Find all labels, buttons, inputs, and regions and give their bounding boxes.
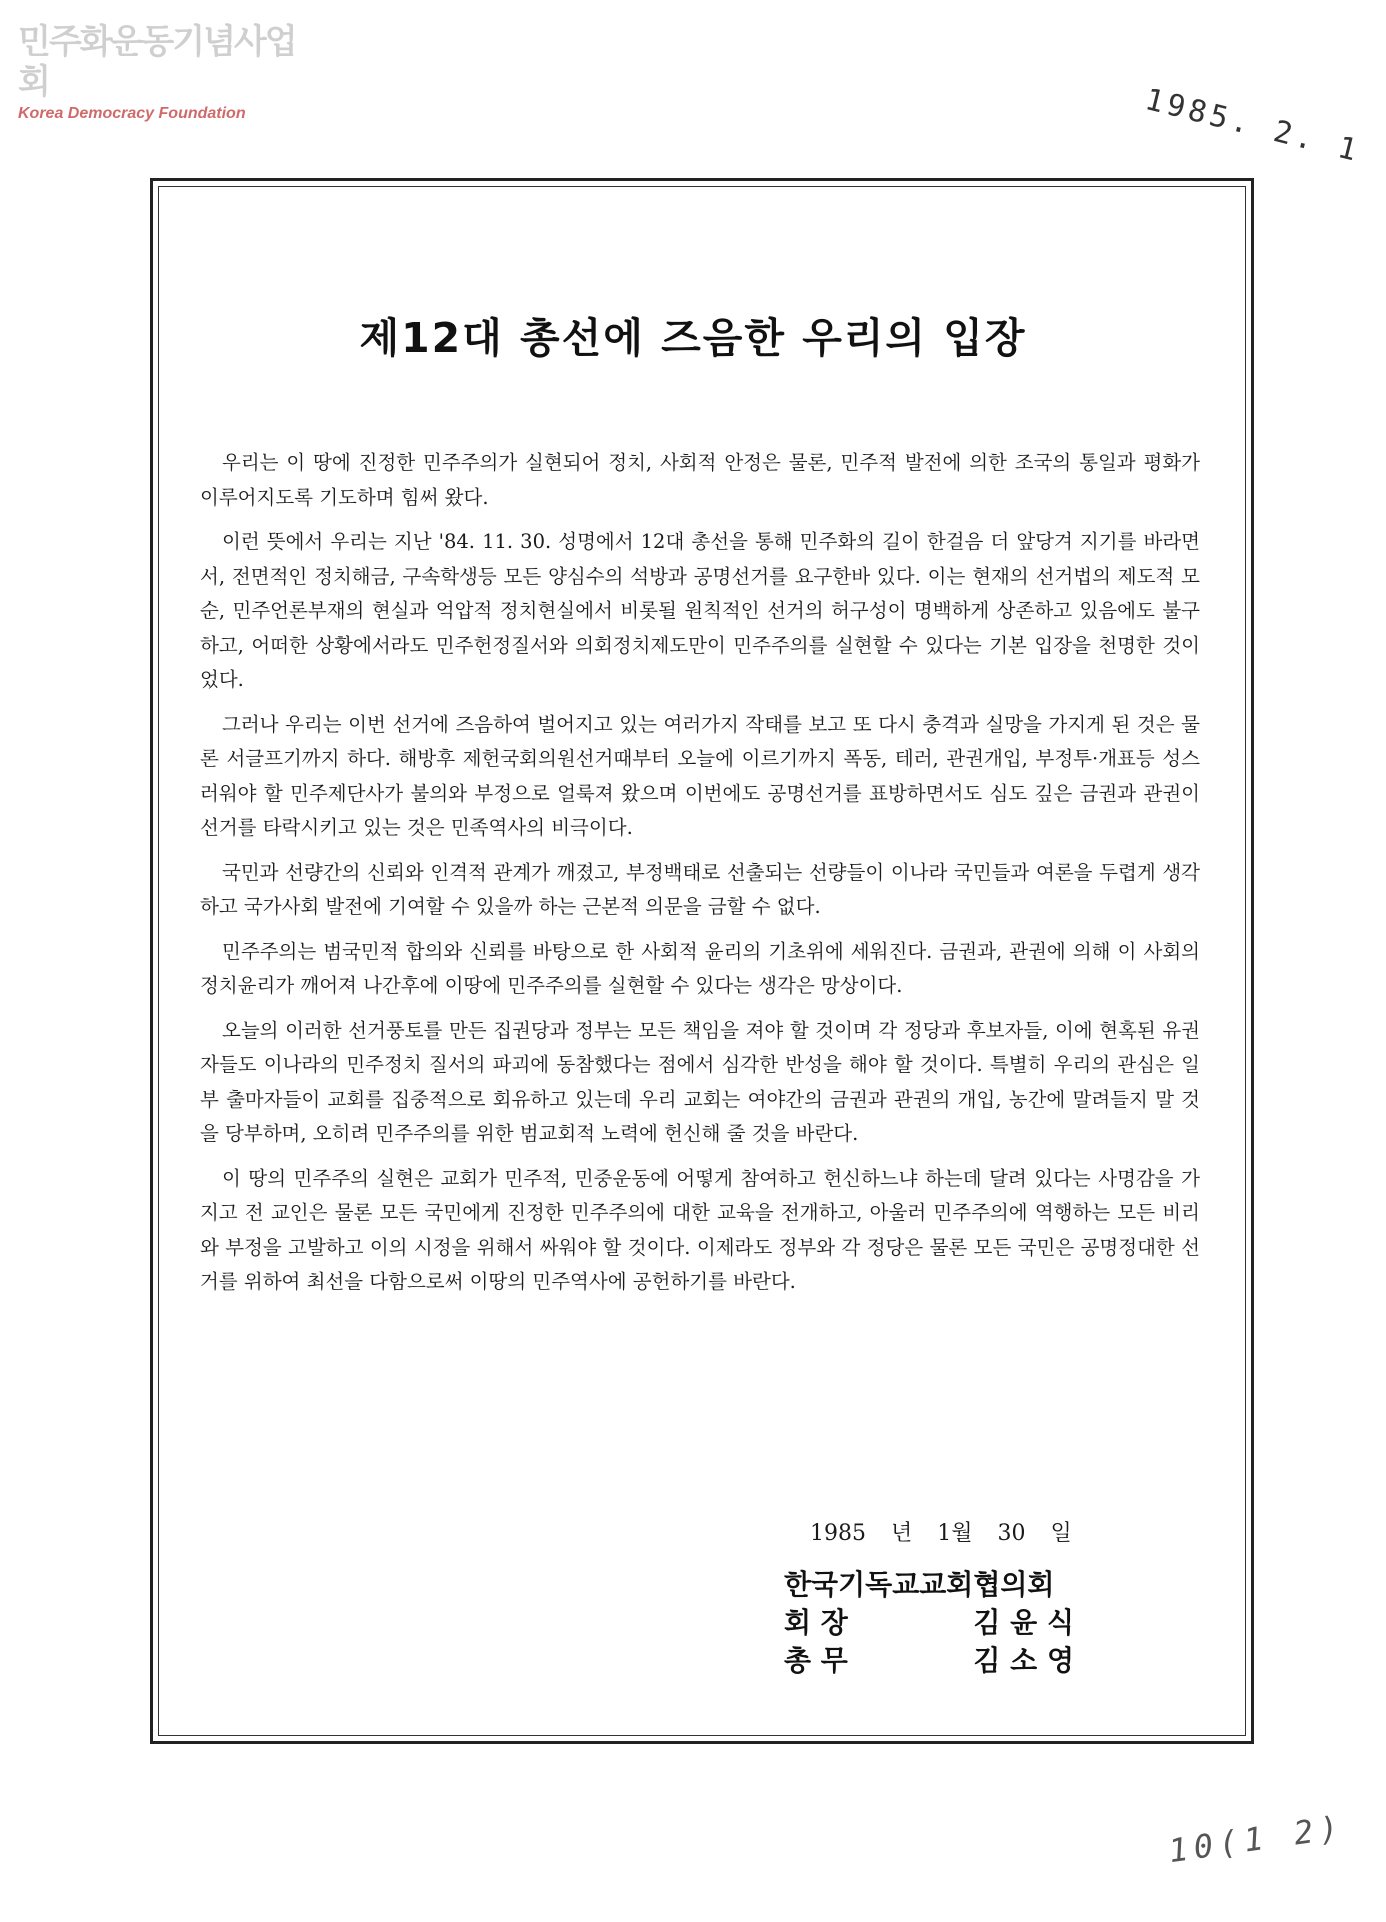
secretary-title: 총 무 xyxy=(784,1644,848,1677)
paragraph: 그러나 우리는 이번 선거에 즈음하여 벌어지고 있는 여러가지 작태를 보고 또 다시 충격과 실망을 가지게 된 것은 물론 서글프기까지 하다. 해방후 제헌국회의원선거때부터 오늘에 이르기까지 폭동, 테러, 관권개입, 부정투·개표등 성스러워야 할 민주제단사가 불의와 부정으로 얼룩져 왔으며 이번에도 공명선거를 표방하면서도 심도 깊은 금권과 관권이 선거를 타락시키고 있는 것은 민족역사의 비극이다. xyxy=(200,712,1200,839)
paragraph: 민주주의는 범국민적 합의와 신뢰를 바탕으로 한 사회적 윤리의 기초위에 세워진다. 금권과, 관권에 의해 이 사회의 정치윤리가 깨어져 나간후에 이땅에 민주주의를 실현할 수 있다는 생각은 망상이다. xyxy=(200,939,1200,997)
handwritten-page-number: 10(1 2) xyxy=(1166,1807,1347,1871)
signature-block xyxy=(784,1566,1074,1680)
watermark xyxy=(18,22,308,124)
signature-chairman xyxy=(784,1604,1074,1642)
paragraph: 이 땅의 민주주의 실현은 교회가 민주적, 민중운동에 어떻게 참여하고 헌신하느냐 하는데 달려 있다는 사명감을 가지고 전 교인은 물론 모든 국민에게 진정한 민주주의에 대한 교육을 전개하고, 아울러 민주주의에 역행하는 모든 비리와 부정을 고발하고 이의 시정을 위해서 싸워야 할 것이다. 이제라도 정부와 각 정당은 물론 모든 국민은 공명정대한 선거를 위하여 최선을 다함으로써 이땅의 민주역사에 공헌하기를 바란다. xyxy=(200,1166,1200,1293)
paragraph: 이런 뜻에서 우리는 지난 '84. 11. 30. 성명에서 12대 총선을 통해 민주화의 길이 한걸음 더 앞당겨 지기를 바라면서, 전면적인 정치해금, 구속학생등 모든 양심수의 석방과 공명선거를 요구한바 있다. 이는 현재의 선거법의 제도적 모순, 민주언론부재의 현실과 억압적 정치현실에서 비롯될 원칙적인 선거의 허구성이 명백하게 상존하고 있음에도 불구하고, 어떠한 상황에서라도 민주헌정질서와 의회정치제도만이 민주주의를 실현할 수 있다는 기본 입장을 천명한 것이었다. xyxy=(200,530,1200,691)
chairman-title: 회 장 xyxy=(784,1606,848,1639)
secretary-name: 김 소 영 xyxy=(973,1644,1074,1677)
document-title: 제12대 총선에 즈음한 우리의 입장 xyxy=(359,314,1027,362)
document-date: 1985 년 1월 30 일 xyxy=(810,1521,1072,1546)
watermark-english: Korea Democracy Foundation xyxy=(18,105,246,122)
signature-secretary xyxy=(784,1642,1074,1680)
document-body xyxy=(200,446,1200,1310)
chairman-name: 김 윤 식 xyxy=(973,1606,1074,1639)
signature-organization: 한국기독교교회협의회 xyxy=(784,1568,1055,1601)
handwritten-date: 1985. 2. 1 xyxy=(1141,82,1365,170)
watermark-korean: 민주화운동기념사업회 xyxy=(18,22,296,102)
paragraph: 국민과 선량간의 신뢰와 인격적 관계가 깨졌고, 부정백태로 선출되는 선량들이 이나라 국민들과 여론을 두렵게 생각하고 국가사회 발전에 기여할 수 있을까 하는 근본적 의문을 금할 수 없다. xyxy=(200,860,1200,918)
paragraph: 우리는 이 땅에 진정한 민주주의가 실현되어 정치, 사회적 안정은 물론, 민주적 발전에 의한 조국의 통일과 평화가 이루어지도록 기도하며 힘써 왔다. xyxy=(200,451,1200,509)
paragraph: 오늘의 이러한 선거풍토를 만든 집권당과 정부는 모든 책임을 져야 할 것이며 각 정당과 후보자들, 이에 현혹된 유권자들도 이나라의 민주정치 질서의 파괴에 동참했다는 점에서 심각한 반성을 해야 할 것이다. 특별히 우리의 관심은 일부 출마자들이 교회를 집중적으로 회유하고 있는데 우리 교회는 여야간의 금권과 관권의 개입, 농간에 말려들지 말 것을 당부하며, 오히려 민주주의를 위한 범교회적 노력에 헌신해 줄 것을 바란다. xyxy=(200,1018,1200,1145)
